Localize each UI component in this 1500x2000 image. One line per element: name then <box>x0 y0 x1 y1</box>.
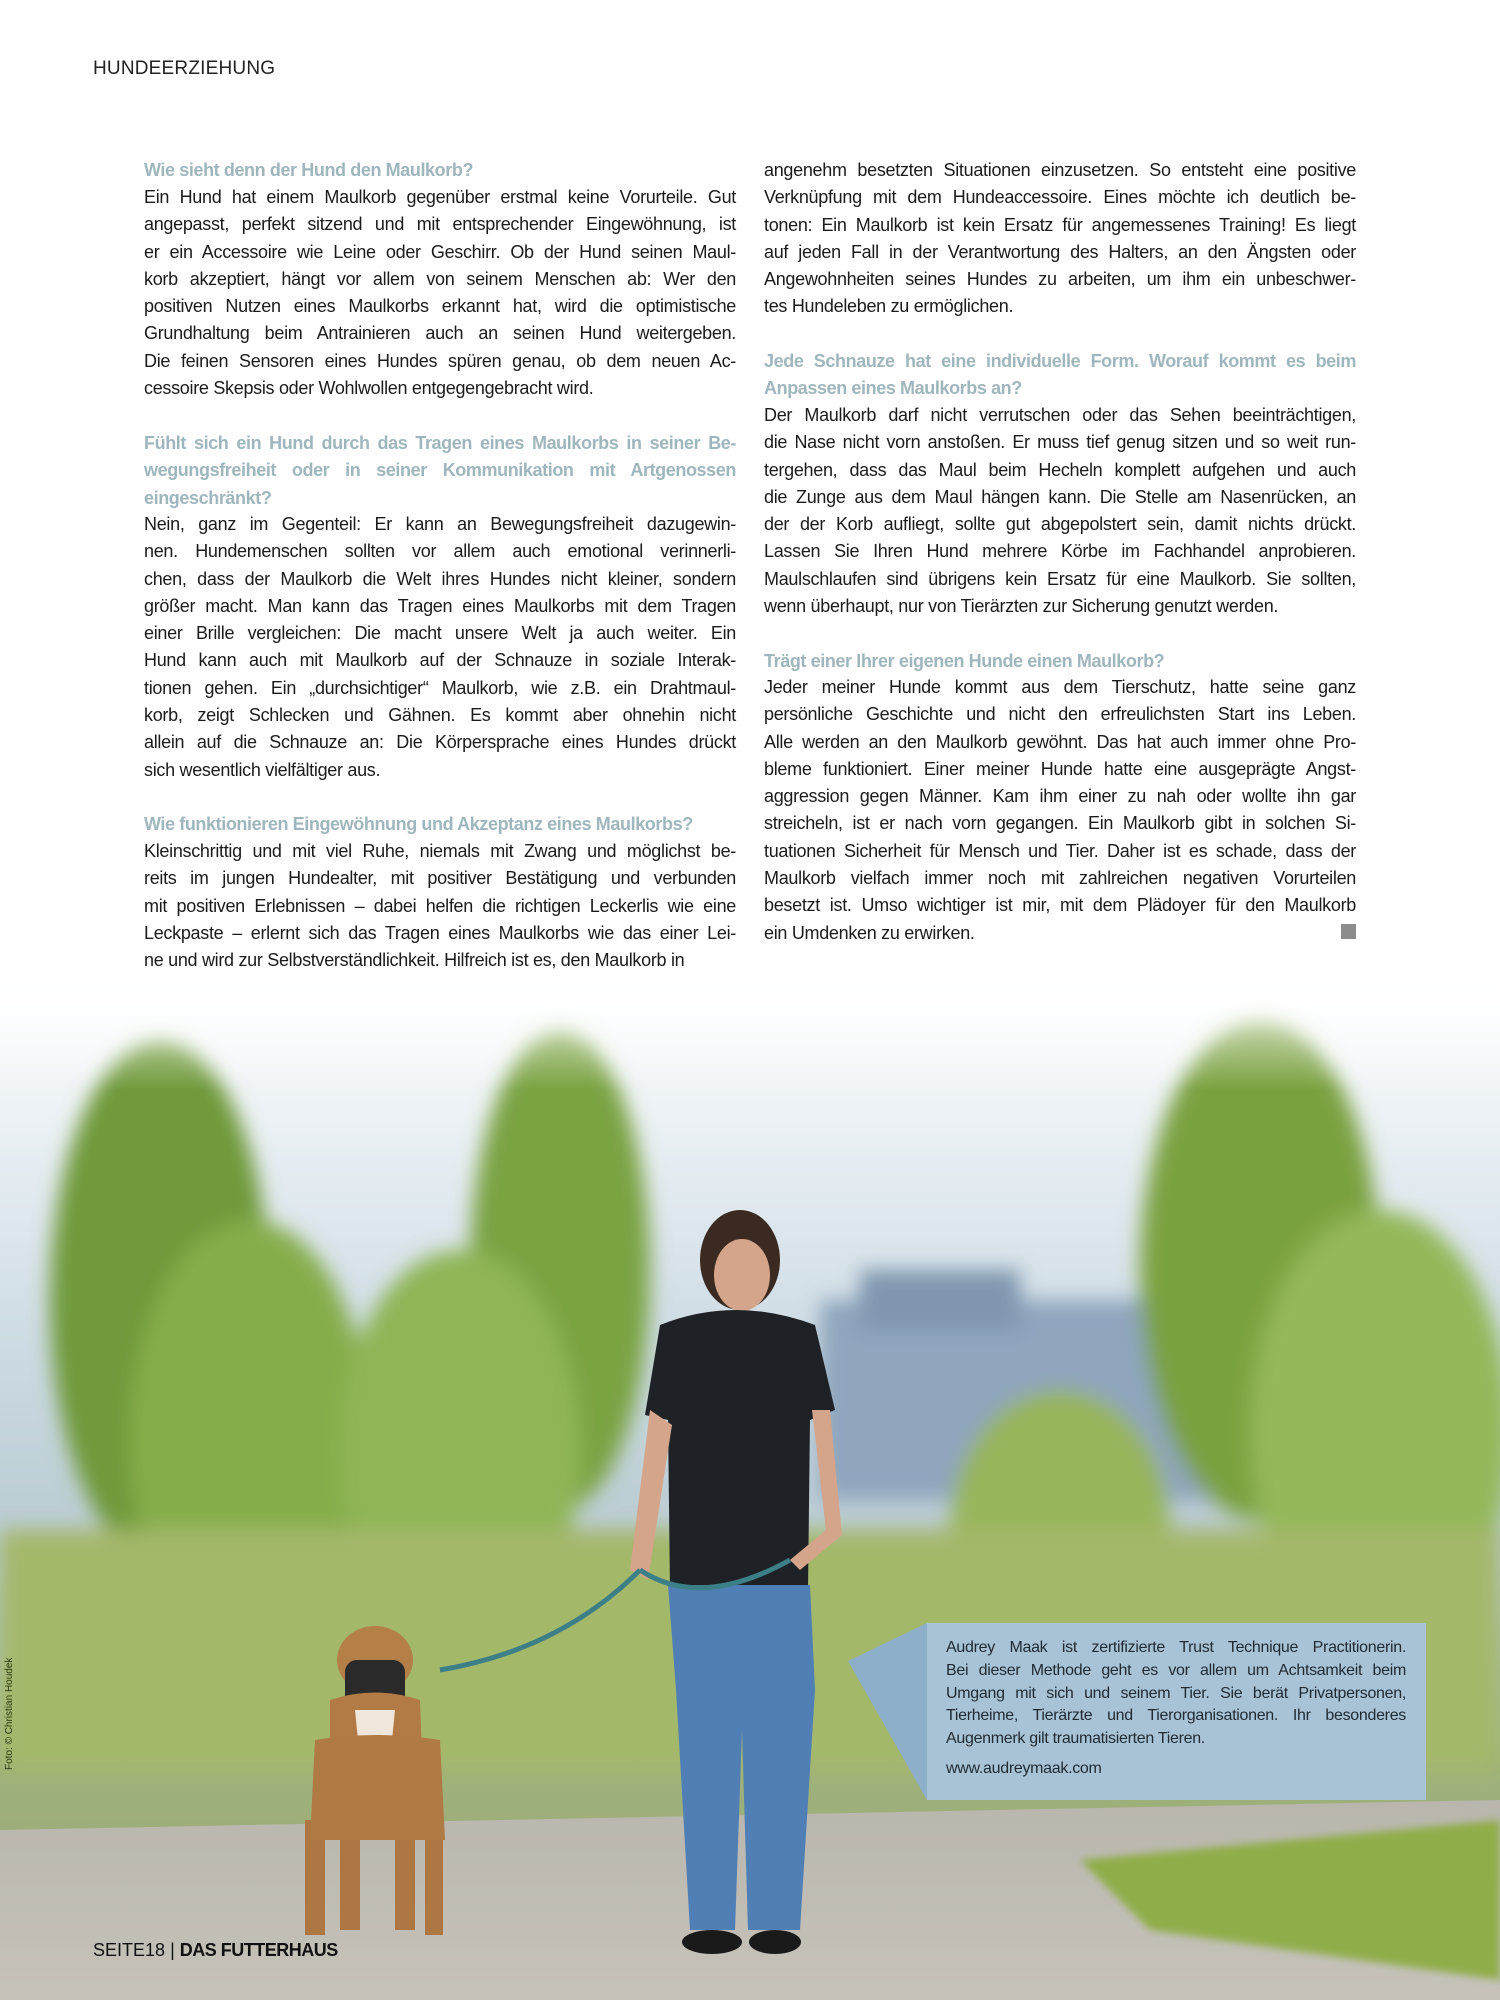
article-end-mark <box>1341 924 1356 939</box>
text-line: Verknüpfung mit dem Hundeaccessoire. Eines möchte ich deutlich be- <box>764 187 1356 208</box>
body-paragraph <box>144 184 736 402</box>
body-paragraph <box>144 511 736 784</box>
text-line: besetzt ist. Umso wichtiger ist mir, mit dem Plädoyer für den Maulkorb <box>764 895 1356 916</box>
bio-line: Bei dieser Methode geht es vor allem um Achtsamkeit beim <box>946 1661 1406 1679</box>
text-line: mit positiven Erlebnissen – dabei helfen die richtigen Leckerlis wie eine <box>144 895 736 916</box>
text-line: chen, dass der Maulkorb die Welt ihres Hundes nicht kleiner, sondern <box>144 568 736 589</box>
text-line: bleme funktioniert. Einer meiner Hunde hatte eine ausgeprägte Angst- <box>764 758 1356 779</box>
text-line: Lassen Sie Ihren Hund mehrere Körbe im Fachhandel anprobieren. <box>764 541 1356 562</box>
text-line: Jeder meiner Hunde kommt aus dem Tierschutz, hatte seine ganz <box>764 677 1356 697</box>
text-line: die Nase nicht vorn anstoßen. Er muss tief genug sitzen und so weit run- <box>764 432 1356 453</box>
text-line: tuationen Sicherheit für Mensch und Tier. Daher ist es schade, dass der <box>764 840 1356 861</box>
text-line: Alle werden an den Maulkorb gewöhnt. Das hat auch immer ohne Pro- <box>764 731 1356 752</box>
body-paragraph <box>764 402 1356 620</box>
text-line: cessoire Skepsis oder Wohlwollen entgegengebracht wird. <box>144 378 594 399</box>
text-line: Die feinen Sensoren eines Hundes spüren genau, ob dem neuen Ac- <box>144 350 736 371</box>
text-line: tonen: Ein Maulkorb ist kein Ersatz für angemessenes Training! Es liegt <box>764 214 1356 235</box>
photo-woman-walking-dog <box>0 970 1500 2000</box>
section-heading <box>764 648 1356 675</box>
bio-line: Audrey Maak ist zertifizierte Trust Technique Practitionerin. <box>946 1639 1406 1656</box>
text-line: Nein, ganz im Gegenteil: Er kann an Bewegungsfreiheit dazugewin- <box>144 514 736 534</box>
bio-line: Umgang mit sich und seinem Tier. Sie berät Privatpersonen, <box>946 1684 1406 1702</box>
section-label: HUNDEERZIEHUNG <box>93 58 276 79</box>
body-paragraph <box>764 674 1356 947</box>
text-line: auf jeden Fall in der Verantwortung des Halters, an den Ängsten oder <box>764 241 1356 262</box>
photo-credit: Foto: © Christian Houdek <box>4 1657 15 1770</box>
text-line: Wie sieht denn der Hund den Maulkorb? <box>144 160 474 180</box>
text-line: persönliche Geschichte und nicht den erfreulichsten Start ins Leben. <box>764 704 1356 725</box>
text-line: einer Brille vergleichen: Die macht unsere Welt ja auch weiter. Ein <box>144 623 736 644</box>
body-paragraph <box>764 157 1356 321</box>
text-line: positiven Nutzen eines Maulkorbs erkannt hat, wird die optimistische <box>144 296 736 317</box>
section-heading <box>144 811 736 838</box>
text-line: allein auf die Schnauze an: Die Körpersprache eines Hundes drückt <box>144 732 736 753</box>
text-line: Ein Hund hat einem Maulkorb gegenüber erstmal keine Vorurteile. Gut <box>144 187 736 207</box>
section-heading <box>144 430 736 512</box>
section-heading <box>144 157 736 184</box>
text-line: korb, zeigt Schlecken und Gähnen. Es kommt aber ohnehin nicht <box>144 705 736 726</box>
author-bio <box>946 1637 1406 1751</box>
body-paragraph <box>144 838 736 974</box>
text-line: aggression gegen Männer. Kam ihm einer zu nah oder wollte ihn gar <box>764 786 1356 807</box>
text-line: Angewohnheiten seines Hundes zu arbeiten, um ihm ein unbeschwer- <box>764 269 1356 290</box>
text-line: ein Umdenken zu erwirken. <box>764 922 975 943</box>
text-line: Maulkorb vielfach immer noch mit zahlreichen negativen Vorurteilen <box>764 868 1356 889</box>
text-line: korb akzeptiert, hängt vor allem von seinem Menschen ab: Wer den <box>144 268 736 289</box>
author-info-box <box>848 1623 1426 1800</box>
bio-line: Augenmerk gilt traumatisierten Tieren. <box>946 1730 1205 1748</box>
text-line: wegungsfreiheit oder in seiner Kommunikation mit Artgenossen <box>144 460 736 481</box>
page-footer <box>93 1940 338 1961</box>
author-website-link[interactable]: www.audreymaak.com <box>946 1760 1102 1777</box>
text-line: größer macht. Man kann das Tragen eines Maulkorbs mit dem Tragen <box>144 595 736 616</box>
page-number: SEITE18 <box>93 1940 166 1960</box>
text-line: ne und wird zur Selbstverständlichkeit. Hilfreich ist es, den Maulkorb in <box>144 950 685 971</box>
text-line: Leckpaste – erlernt sich das Tragen eines Maulkorbs wie das einer Lei- <box>144 922 736 943</box>
text-line: Maulschlaufen sind übrigens kein Ersatz für eine Maulkorb. Sie sollten, <box>764 568 1356 589</box>
text-line: der der Korb aufliegt, sollte gut abgepolstert sein, damit nichts drückt. <box>764 514 1356 535</box>
text-line: Kleinschrittig und mit viel Ruhe, niemals mit Zwang und möglichst be- <box>144 841 736 861</box>
text-line: nen. Hundemenschen sollten vor allem auch emotional verinnerli- <box>144 541 736 562</box>
text-line: Hund kann auch mit Maulkorb auf der Schnauze in soziale Interak- <box>144 650 736 671</box>
text-line: reits im jungen Hundealter, mit positiver Bestätigung und verbunden <box>144 868 736 889</box>
magazine-brand: DAS FUTTERHAUS <box>179 1940 338 1960</box>
text-line: streicheln, ist er nach vorn gegangen. Ein Maulkorb gibt in solchen Si- <box>764 813 1356 834</box>
article-photo <box>0 970 1500 2000</box>
bio-line: Tierheime, Tierärzte und Tierorganisationen. Ihr besonderes <box>946 1707 1406 1725</box>
section-heading <box>764 348 1356 403</box>
text-line: tergehen, dass das Maul beim Hecheln komplett aufgehen und auch <box>764 459 1356 480</box>
text-line: tionen gehen. Ein „durchsichtiger“ Maulkorb, wie z.B. ein Drahtmaul- <box>144 677 736 698</box>
text-line: Fühlt sich ein Hund durch das Tragen eines Maulkorbs in seiner Be- <box>144 433 736 453</box>
text-line: Anpassen eines Maulkorbs an? <box>764 378 1022 399</box>
text-line: Grundhaltung beim Antrainieren auch an seinen Hund weitergeben. <box>144 323 736 344</box>
text-line: Jede Schnauze hat eine individuelle Form. Worauf kommt es beim <box>764 351 1356 371</box>
text-line: tes Hundeleben zu ermöglichen. <box>764 296 1014 317</box>
text-line: angepasst, perfekt sitzend und mit entsprechender Eingewöhnung, ist <box>144 214 736 235</box>
text-line: die Zunge aus dem Maul hängen kann. Die Stelle am Nasenrücken, an <box>764 486 1356 507</box>
footer-separator: | <box>170 1940 175 1960</box>
text-line: Der Maulkorb darf nicht verrutschen oder das Sehen beeinträchtigen, <box>764 405 1356 425</box>
text-line: Wie funktionieren Eingewöhnung und Akzeptanz eines Maulkorbs? <box>144 814 693 834</box>
text-line: wenn überhaupt, nur von Tierärzten zur Sicherung genutzt werden. <box>764 596 1279 617</box>
text-line: angenehm besetzten Situationen einzusetzen. So entsteht eine positive <box>764 160 1356 180</box>
text-line: Trägt einer Ihrer eigenen Hunde einen Maulkorb? <box>764 651 1165 671</box>
text-line: er ein Accessoire wie Leine oder Geschirr. Ob der Hund seinen Maul- <box>144 241 736 262</box>
text-line: eingeschränkt? <box>144 487 272 508</box>
text-line: sich wesentlich vielfältiger aus. <box>144 759 381 780</box>
